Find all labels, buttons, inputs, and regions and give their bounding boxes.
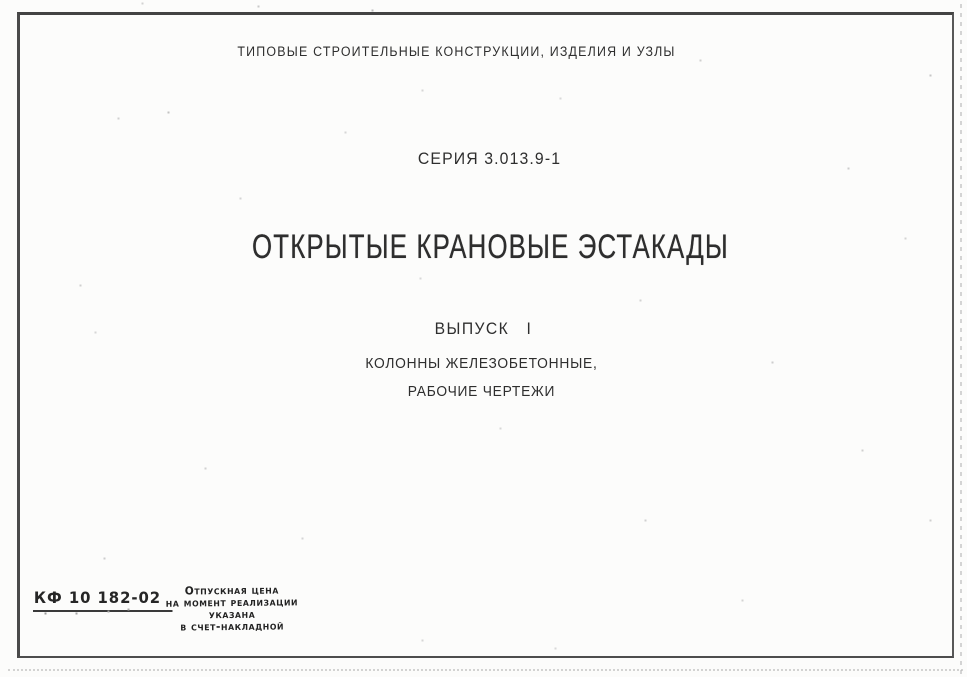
document-title: ОТКРЫТЫЕ КРАНОВЫЕ ЭСТАКАДЫ — [252, 228, 729, 266]
catalog-code: КФ 10 182-02 — [33, 588, 172, 612]
scan-artifact-bottom-edge — [8, 669, 963, 671]
price-stamp-line-3: указана — [208, 607, 256, 622]
scan-noise-speckles — [0, 0, 1, 1]
document-classification-header: ТИПОВЫЕ СТРОИТЕЛЬНЫЕ КОНСТРУКЦИИ, ИЗДЕЛИЯ И УЗЛЫ — [237, 44, 676, 59]
issue-number: ВЫПУСК I — [434, 320, 533, 338]
subtitle-line-1: КОЛОННЫ ЖЕЛЕЗОБЕТОННЫЕ, — [365, 356, 598, 372]
series-number: СЕРИЯ 3.013.9-1 — [417, 149, 562, 168]
price-stamp-line-4: в счет-накладной — [180, 619, 285, 634]
scan-artifact-right-edge — [960, 4, 962, 677]
price-stamp — [148, 584, 315, 634]
price-stamp-line-2: на момент реализации — [165, 595, 299, 610]
price-stamp-line-1: Отпускная цена — [184, 583, 279, 598]
subtitle-line-2: РАБОЧИЕ ЧЕРТЕЖИ — [407, 384, 556, 400]
